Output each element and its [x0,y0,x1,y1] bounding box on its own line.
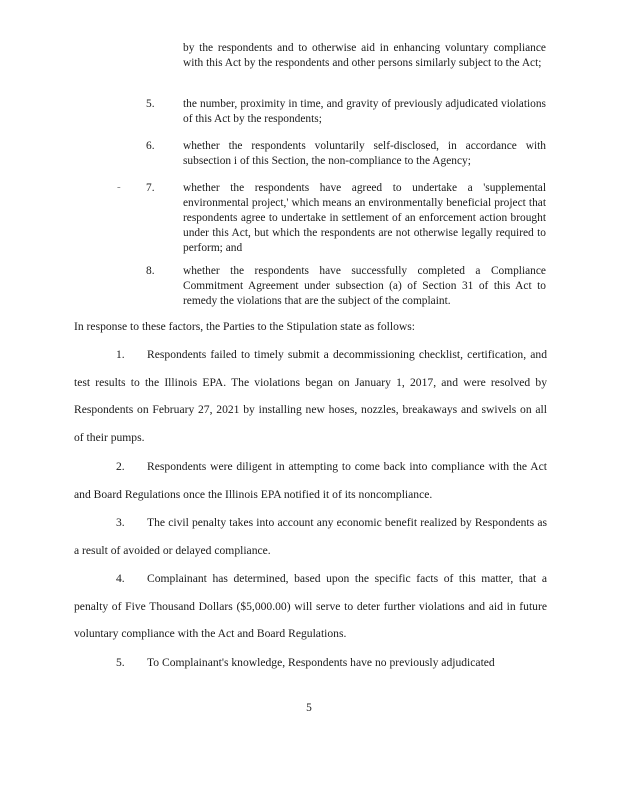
intro-sentence: In response to these factors, the Parties to the Stipulation state as follows: [74,320,415,333]
list-item-number: 8. [146,265,155,277]
numbered-paragraph [74,649,547,677]
list-item-text: the number, proximity in time, and gravity of previously adjudicated violations of this Act by the respondents; [183,98,546,125]
list-item-number: 5. [146,98,155,110]
paragraph-text: Respondents failed to timely submit a decommissioning checklist, certification, and test results to the Illinois EPA. The violations began on January 1, 2017, and were resolved by Respondents on February 27, 2021 by installing new hoses, nozzles, breakaways and swivels on all of their pumps. [74,348,547,444]
margin-mark: - [117,181,121,193]
paragraph-text: Respondents were diligent in attempting to come back into compliance with the Act and Board Regulations once the Illinois EPA notified it of its noncompliance. [74,460,547,501]
list-item-number: 7. [146,182,155,194]
list-item-number: 6. [146,140,155,152]
paragraph-number: 1. [116,348,125,361]
page-number: 5 [306,702,312,714]
list-item-text: whether the respondents voluntarily self-disclosed, in accordance with subsection i of this Section, the non-compliance to the Agency; [183,140,546,167]
numbered-paragraph [74,341,547,451]
numbered-paragraph [74,453,547,508]
numbered-paragraph [74,565,547,648]
paragraph-number: 4. [116,572,125,585]
list-item-text: whether the respondents have successfully completed a Compliance Commitment Agreement under subsection (a) of Section 31 of this Act to remedy the violations that are the subject of the complaint. [183,265,546,307]
list-item-text: whether the respondents have agreed to undertake a 'supplemental environmental project,' which means an environmentally beneficial project that respondents agree to undertake in settlement of an enforcement action brought under this Act, but which the respondents are not otherwise legally required to perform; and [183,182,546,254]
paragraph-number: 3. [116,516,125,529]
paragraph-number: 2. [116,460,125,473]
paragraph-number: 5. [116,656,125,669]
paragraph-text: The civil penalty takes into account any economic benefit realized by Respondents as a result of avoided or delayed compliance. [74,516,547,557]
numbered-paragraph [74,509,547,564]
continued-item-text: by the respondents and to otherwise aid in enhancing voluntary compliance with this Act by the respondents and other persons similarly subject to the Act; [183,42,546,69]
paragraph-text: To Complainant's knowledge, Respondents have no previously adjudicated [147,656,495,669]
paragraph-text: Complainant has determined, based upon the specific facts of this matter, that a penalty of Five Thousand Dollars ($5,000.00) will serve to deter further violations and aid in future voluntary compliance with the Act and Board Regulations. [74,572,547,640]
